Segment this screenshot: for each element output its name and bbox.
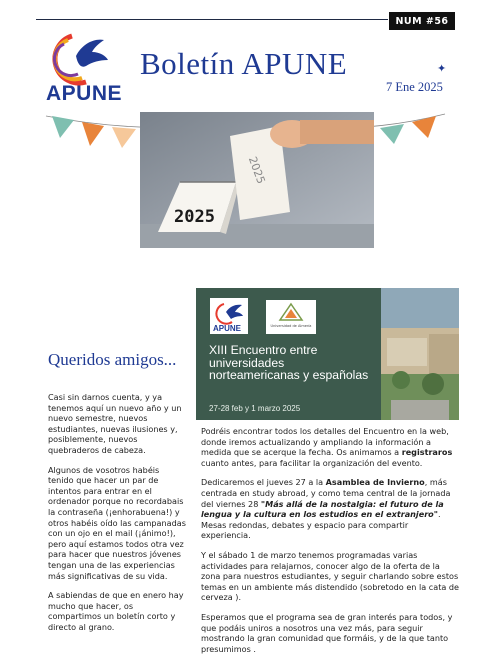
logo-text: APUNE (46, 82, 123, 105)
banner-title: XIII Encuentro entre universidades norteamericanas y españolas (209, 343, 369, 382)
calendar-year: 2025 (174, 207, 215, 227)
text-span: , más centrada en study abroad, y como tema central de la jornada del viernes 28 (201, 477, 451, 509)
text-span: . Mesas redondas, debates y espacio para compartir experiencia. (201, 509, 441, 541)
sparkle-icon: ✦ (437, 62, 447, 75)
issue-badge: NUM #56 (389, 12, 455, 30)
university-name: Universidad de Almería (270, 324, 312, 328)
paper-year: 2025 (245, 154, 268, 186)
text-span: Dedicaremos el jueves 27 a la (201, 477, 326, 488)
greeting-heading: Queridos amigos... (48, 350, 177, 369)
left-paragraph: Algunos de vosotros habéis tenido que hacer un par de intentos para entrar en el ordenador porque no recordabais la contraseña (¡enhorabuena!) y otros habéis oído las campanadas con un ojo en el mail (¡ánimo!), pero aquí estamos todos otra vez para hacer que nuestros jóvenes tengan una de las experiencias más significativas de su vida. (48, 464, 186, 581)
newsletter-title: Boletín APUNE (140, 46, 348, 81)
campus-photo (381, 288, 459, 420)
banner-apune-logo (210, 298, 248, 334)
left-paragraph: Casi sin darnos cuenta, y ya tenemos aquí un nuevo año y un nuevo semestre, nuevos estudiantes, nuevas ilusiones y, posiblemente, nuevos quebraderos de cabeza. (48, 392, 182, 455)
right-paragraph-4: Esperamos que el programa sea de gran interés para todos, y que podáis uniros a nosotros una vez más, para seguir mostrando la gran comunidad que formáis, y de la que tanto presumimos . (201, 611, 453, 654)
right-column (201, 426, 459, 663)
text-span: cuanto antes, para facilitar la organización del evento. (201, 457, 423, 468)
assembly-highlight: Asamblea de Invierno (325, 477, 425, 488)
banner-dates: 27-28 feb y 1 marzo 2025 (209, 404, 301, 413)
banner-logo-text: APUNE (213, 324, 242, 333)
register-link[interactable]: registraros (401, 447, 453, 458)
text-span: Podréis encontrar todos los detalles del Encuentro en la web, donde iremos actualizando y ampliando la información a medida que se acerque la fecha. Os animamos a (201, 426, 449, 458)
header-rule (36, 19, 388, 20)
event-banner (196, 288, 459, 420)
right-paragraph-1 (201, 426, 459, 468)
theme-highlight: "Más allá de la nostalgia: el futuro de la lengua y la cultura en los estudios en el extranjero" (201, 498, 444, 520)
right-paragraph-3: Y el sábado 1 de marzo tenemos programadas varias actividades para relajarnos, conocer algo de la oferta de la zona para nuestros estudiantes, y seguir charlando sobre estos temas en un ambiente más distendido (sobretodo en la cata de cerveza ). (201, 549, 460, 603)
university-logo (266, 300, 316, 334)
left-paragraph: A sabiendas de que en enero hay mucho que hacer, os compartimos un boletín corto y directo al grano. (48, 590, 184, 632)
calendar-photo (140, 112, 374, 248)
right-paragraph-2 (201, 477, 459, 541)
left-column (48, 392, 186, 641)
issue-date: 7 Ene 2025 (386, 80, 443, 94)
